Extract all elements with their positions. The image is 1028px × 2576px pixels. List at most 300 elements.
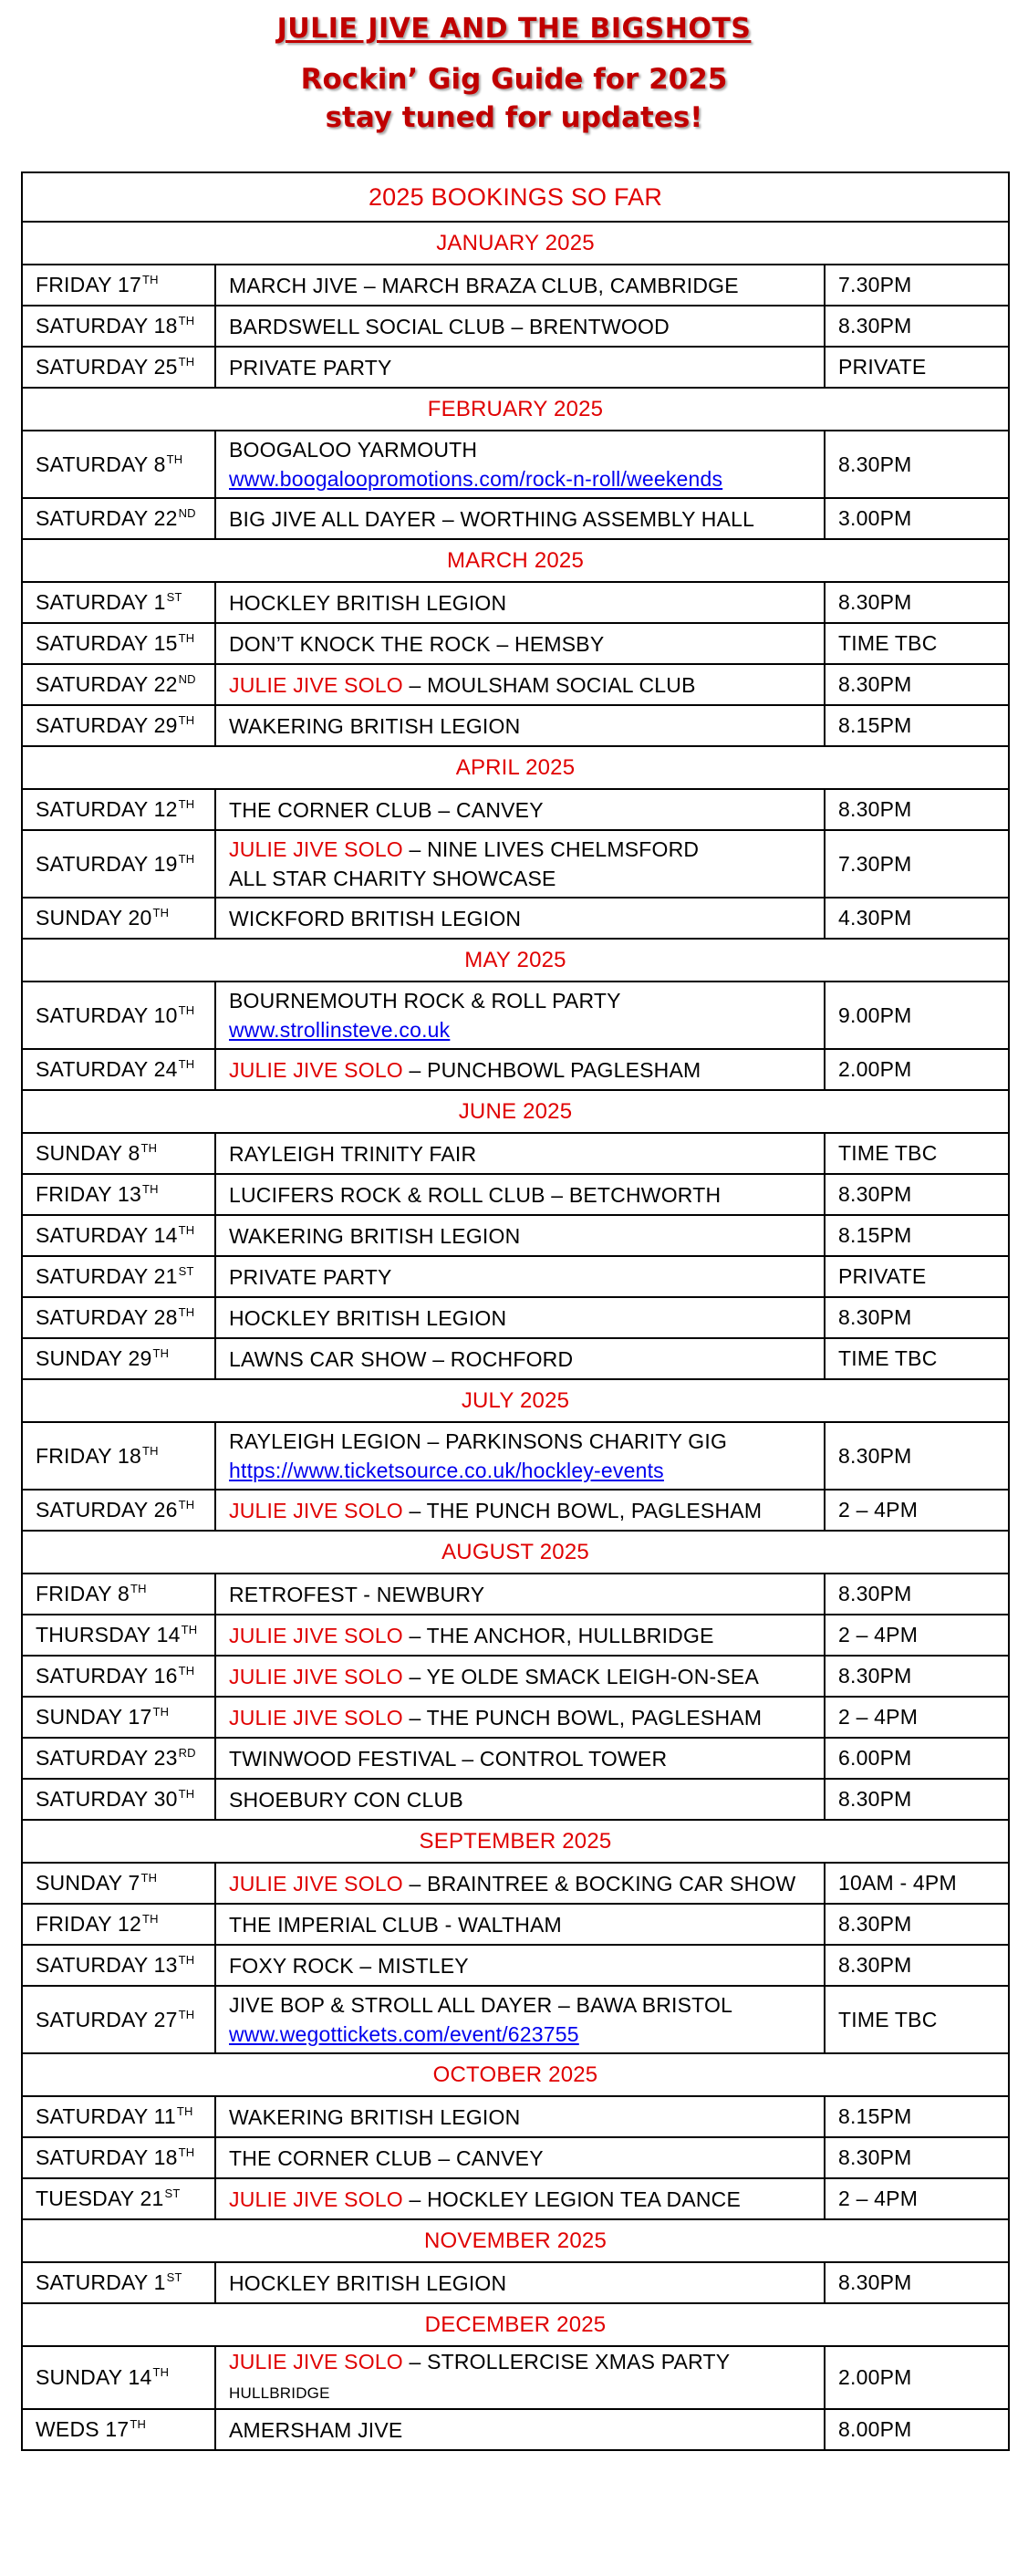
gig-day: SATURDAY 18 — [36, 2145, 178, 2169]
gig-date — [22, 1422, 215, 1490]
venue-name: – THE PUNCH BOWL, PAGLESHAM — [402, 1498, 763, 1522]
gig-row — [22, 306, 1009, 347]
gig-row — [22, 1863, 1009, 1904]
gig-day: SUNDAY 20 — [36, 906, 152, 930]
gig-day: FRIDAY 12 — [36, 1912, 141, 1936]
venue-name: PRIVATE PARTY — [229, 1264, 392, 1289]
gig-venue — [215, 1656, 825, 1697]
gig-venue — [215, 1490, 825, 1531]
gig-row — [22, 1779, 1009, 1820]
gig-time: 8.30PM — [825, 664, 1009, 705]
gig-day: SUNDAY 29 — [36, 1346, 152, 1370]
venue-name: – PUNCHBOWL PAGLESHAM — [402, 1057, 701, 1082]
gig-day: SUNDAY 7 — [36, 1871, 140, 1895]
gig-venue — [215, 306, 825, 347]
gig-day-suffix: TH — [178, 631, 195, 645]
gig-time: 2 – 4PM — [825, 1697, 1009, 1738]
gig-table — [21, 171, 1010, 2451]
gig-day: SATURDAY 11 — [36, 2104, 176, 2128]
gig-date — [22, 1904, 215, 1945]
gig-venue — [215, 2137, 825, 2178]
gig-row — [22, 2262, 1009, 2303]
gig-time: PRIVATE — [825, 1256, 1009, 1297]
gig-row — [22, 1297, 1009, 1338]
gig-link[interactable]: www.strollinsteve.co.uk — [229, 1018, 451, 1042]
month-header: SEPTEMBER 2025 — [22, 1820, 1009, 1863]
month-header: APRIL 2025 — [22, 746, 1009, 789]
gig-date — [22, 2178, 215, 2219]
venue-name: DON’T KNOCK THE ROCK – HEMSBY — [229, 631, 605, 656]
gig-day: SATURDAY 18 — [36, 314, 178, 338]
gig-date — [22, 1297, 215, 1338]
gig-day-suffix: TH — [140, 1871, 158, 1885]
gig-time: 8.30PM — [825, 306, 1009, 347]
gig-row — [22, 2409, 1009, 2450]
gig-venue — [215, 431, 825, 498]
gig-day-suffix: TH — [178, 797, 195, 811]
page-subtitle — [0, 60, 1028, 137]
subtitle-line-1: Rockin’ Gig Guide for 2025 — [300, 63, 728, 96]
gig-venue-line — [229, 1496, 811, 1525]
gig-venue-line — [229, 1221, 811, 1251]
gig-venue — [215, 623, 825, 664]
gig-venue-line — [229, 1621, 811, 1650]
venue-name: HOCKLEY BRITISH LEGION — [229, 1305, 507, 1330]
gig-day-suffix: TH — [166, 452, 183, 466]
gig-time: 8.30PM — [825, 1779, 1009, 1820]
gig-day: SATURDAY 29 — [36, 713, 178, 737]
gig-venue — [215, 1697, 825, 1738]
solo-label: JULIE JIVE SOLO — [229, 837, 403, 861]
venue-name: – NINE LIVES CHELMSFORD — [402, 837, 700, 861]
month-header-row — [22, 2303, 1009, 2346]
gig-venue — [215, 982, 825, 1049]
gig-venue-line — [229, 2103, 811, 2132]
gig-day: FRIDAY 17 — [36, 273, 141, 296]
gig-venue-line — [229, 795, 811, 825]
gig-venue-line — [229, 1304, 811, 1333]
month-header-row — [22, 2219, 1009, 2262]
gig-venue — [215, 1863, 825, 1904]
gig-day-suffix: TH — [140, 1141, 158, 1155]
gig-day: SATURDAY 14 — [36, 1223, 178, 1247]
gig-venue — [215, 664, 825, 705]
gig-day: SATURDAY 12 — [36, 797, 178, 821]
gig-day: SUNDAY 8 — [36, 1141, 140, 1165]
gig-day: SATURDAY 16 — [36, 1664, 178, 1688]
gig-row — [22, 623, 1009, 664]
gig-day-suffix: TH — [178, 1953, 195, 1967]
gig-day-suffix: TH — [178, 355, 195, 369]
venue-name: – THE ANCHOR, HULLBRIDGE — [402, 1623, 714, 1647]
venue-name: MARCH JIVE – MARCH BRAZA CLUB, CAMBRIDGE — [229, 273, 739, 297]
gig-day: SATURDAY 8 — [36, 452, 166, 476]
gig-venue-line — [229, 271, 811, 300]
gig-time: 2.00PM — [825, 1049, 1009, 1090]
gig-venue — [215, 2346, 825, 2409]
solo-label: JULIE JIVE SOLO — [229, 1664, 403, 1688]
gig-venue — [215, 1574, 825, 1615]
gig-day-suffix: TH — [178, 1664, 195, 1678]
gig-row — [22, 1697, 1009, 1738]
gig-venue-line — [229, 2347, 811, 2408]
venue-name: WICKFORD BRITISH LEGION — [229, 906, 522, 930]
gig-date — [22, 1863, 215, 1904]
gig-venue — [215, 2262, 825, 2303]
solo-label: JULIE JIVE SOLO — [229, 2350, 403, 2373]
gig-venue — [215, 1738, 825, 1779]
gig-link[interactable]: https://www.ticketsource.co.uk/hockley-events — [229, 1459, 664, 1482]
gig-day-suffix: TH — [142, 273, 159, 286]
venue-name: – MOULSHAM SOCIAL CLUB — [402, 672, 696, 697]
venue-name: RETROFEST - NEWBURY — [229, 1582, 485, 1606]
gig-date — [22, 2346, 215, 2409]
gig-venue — [215, 1615, 825, 1656]
solo-label: JULIE JIVE SOLO — [229, 1871, 403, 1896]
venue-name: TWINWOOD FESTIVAL – CONTROL TOWER — [229, 1746, 668, 1771]
solo-label: JULIE JIVE SOLO — [229, 672, 403, 697]
gig-venue — [215, 1049, 825, 1090]
venue-name: SHOEBURY CON CLUB — [229, 1787, 463, 1812]
gig-day-suffix: TH — [178, 1057, 195, 1071]
gig-day: SATURDAY 30 — [36, 1787, 178, 1811]
venue-name: BOOGALOO YARMOUTH — [229, 438, 478, 462]
gig-row — [22, 498, 1009, 539]
gig-venue-line — [229, 2185, 811, 2214]
gig-time: 8.30PM — [825, 1574, 1009, 1615]
gig-row — [22, 1256, 1009, 1297]
gig-venue — [215, 789, 825, 830]
table-banner: 2025 BOOKINGS SO FAR — [22, 172, 1009, 222]
gig-time: 8.30PM — [825, 1656, 1009, 1697]
gig-date — [22, 2137, 215, 2178]
gig-date — [22, 1945, 215, 1986]
gig-time: 2 – 4PM — [825, 1490, 1009, 1531]
gig-venue — [215, 347, 825, 388]
page-title: JULIE JIVE AND THE BIGSHOTS — [276, 13, 752, 45]
gig-day: WEDS 17 — [36, 2417, 130, 2441]
venue-name: HOCKLEY BRITISH LEGION — [229, 590, 507, 615]
gig-date — [22, 1615, 215, 1656]
gig-row — [22, 898, 1009, 939]
venue-name: BOURNEMOUTH ROCK & ROLL PARTY — [229, 989, 621, 1013]
gig-row — [22, 582, 1009, 623]
gig-time: 8.30PM — [825, 1297, 1009, 1338]
gig-time: TIME TBC — [825, 1133, 1009, 1174]
gig-time: 8.30PM — [825, 2137, 1009, 2178]
gig-time: 10AM - 4PM — [825, 1863, 1009, 1904]
gig-day: THURSDAY 14 — [36, 1623, 181, 1646]
gig-date — [22, 265, 215, 306]
solo-label: JULIE JIVE SOLO — [229, 1498, 403, 1522]
venue-name: BIG JIVE ALL DAYER – WORTHING ASSEMBLY HALL — [229, 506, 755, 531]
gig-time: 8.15PM — [825, 705, 1009, 746]
gig-day-suffix: TH — [178, 314, 195, 327]
gig-day: SATURDAY 23 — [36, 1746, 178, 1770]
gig-venue-line — [229, 712, 811, 741]
gig-venue — [215, 1945, 825, 1986]
gig-date — [22, 1490, 215, 1531]
gig-venue — [215, 1422, 825, 1490]
month-header-row — [22, 222, 1009, 265]
gig-time: TIME TBC — [825, 1338, 1009, 1379]
gig-date — [22, 347, 215, 388]
gig-link[interactable]: www.boogaloopromotions.com/rock-n-roll/weekends — [229, 467, 723, 491]
gig-date — [22, 1986, 215, 2053]
month-header: JUNE 2025 — [22, 1090, 1009, 1133]
gig-date — [22, 898, 215, 939]
month-header: AUGUST 2025 — [22, 1531, 1009, 1574]
gig-time: 2.00PM — [825, 2346, 1009, 2409]
gig-time: 8.30PM — [825, 2262, 1009, 2303]
venue-name: – HOCKLEY LEGION TEA DANCE — [402, 2186, 742, 2211]
venue-name: WAKERING BRITISH LEGION — [229, 713, 521, 738]
gig-day: SATURDAY 15 — [36, 631, 178, 655]
gig-day: SATURDAY 1 — [36, 590, 166, 614]
solo-label: JULIE JIVE SOLO — [229, 1057, 403, 1082]
gig-venue-line — [229, 1180, 811, 1210]
gig-venue — [215, 1256, 825, 1297]
gig-row — [22, 1945, 1009, 1986]
venue-name: HOCKLEY BRITISH LEGION — [229, 2270, 507, 2295]
gig-row — [22, 1215, 1009, 1256]
gig-date — [22, 498, 215, 539]
gig-date — [22, 1256, 215, 1297]
gig-day-suffix: TH — [152, 1346, 170, 1360]
gig-venue — [215, 1133, 825, 1174]
gig-venue — [215, 498, 825, 539]
gig-time: 2 – 4PM — [825, 1615, 1009, 1656]
solo-label: JULIE JIVE SOLO — [229, 1623, 403, 1647]
gig-day: SATURDAY 28 — [36, 1305, 178, 1329]
gig-venue-line — [229, 1990, 811, 2020]
gig-venue — [215, 1174, 825, 1215]
venue-name: – STROLLERCISE XMAS PARTY — [402, 2350, 730, 2373]
gig-day: FRIDAY 8 — [36, 1582, 130, 1605]
gig-row — [22, 1904, 1009, 1945]
gig-day-suffix: TH — [178, 1305, 195, 1319]
gig-row — [22, 1049, 1009, 1090]
gig-date — [22, 1049, 215, 1090]
gig-venue — [215, 898, 825, 939]
gig-day: SATURDAY 13 — [36, 1953, 178, 1977]
gig-day: SATURDAY 22 — [36, 506, 178, 530]
gig-venue-line — [229, 588, 811, 618]
gig-day-suffix: TH — [142, 1182, 159, 1196]
venue-name: THE IMPERIAL CLUB - WALTHAM — [229, 1912, 562, 1937]
gig-day-suffix: TH — [178, 2007, 195, 2021]
month-header: DECEMBER 2025 — [22, 2303, 1009, 2346]
month-header: JULY 2025 — [22, 1379, 1009, 1422]
gig-date — [22, 1738, 215, 1779]
gig-time: 4.30PM — [825, 898, 1009, 939]
month-header-row — [22, 939, 1009, 982]
subtitle-line-2: stay tuned for updates! — [325, 101, 703, 134]
gig-date — [22, 982, 215, 1049]
month-header-row — [22, 1090, 1009, 1133]
gig-date — [22, 1656, 215, 1697]
gig-row — [22, 830, 1009, 898]
gig-day-suffix: ST — [164, 2186, 181, 2200]
gig-venue-line — [229, 986, 811, 1015]
month-header-row — [22, 388, 1009, 431]
gig-venue-line — [229, 2144, 811, 2173]
gig-date — [22, 705, 215, 746]
gig-day-suffix: TH — [130, 2417, 147, 2431]
venue-name: FOXY ROCK – MISTLEY — [229, 1953, 469, 1978]
gig-venue-line — [229, 435, 811, 464]
gig-day: TUESDAY 21 — [36, 2186, 164, 2210]
gig-venue-line — [229, 1055, 811, 1085]
gig-date — [22, 1697, 215, 1738]
gig-date — [22, 1133, 215, 1174]
gig-venue-line — [229, 1139, 811, 1169]
gig-venue-line — [229, 1785, 811, 1814]
gig-time: 8.30PM — [825, 1422, 1009, 1490]
venue-name: – BRAINTREE & BOCKING CAR SHOW — [402, 1871, 796, 1896]
gig-time: 8.30PM — [825, 789, 1009, 830]
month-header: NOVEMBER 2025 — [22, 2219, 1009, 2262]
gig-row — [22, 982, 1009, 1049]
gig-venue-line — [229, 1951, 811, 1980]
gig-venue-line — [229, 1910, 811, 1939]
gig-time: TIME TBC — [825, 623, 1009, 664]
venue-name: WAKERING BRITISH LEGION — [229, 1223, 521, 1248]
gig-venue-line — [229, 1345, 811, 1374]
gig-row — [22, 1133, 1009, 1174]
gig-row — [22, 1615, 1009, 1656]
month-header-row — [22, 1531, 1009, 1574]
gig-day-suffix: TH — [178, 1002, 195, 1017]
gig-date — [22, 1215, 215, 1256]
gig-day-suffix: TH — [176, 2104, 193, 2118]
gig-day: SATURDAY 21 — [36, 1264, 178, 1288]
gig-row — [22, 347, 1009, 388]
gig-day-suffix: TH — [152, 1705, 170, 1719]
gig-time: 7.30PM — [825, 265, 1009, 306]
gig-time: TIME TBC — [825, 1986, 1009, 2053]
gig-date — [22, 431, 215, 498]
month-header-row — [22, 2053, 1009, 2096]
gig-venue — [215, 1904, 825, 1945]
gig-venue — [215, 1215, 825, 1256]
gig-venue-line — [229, 904, 811, 933]
gig-time: 8.15PM — [825, 2096, 1009, 2137]
gig-venue-line — [229, 504, 811, 534]
month-header-row — [22, 1820, 1009, 1863]
gig-day-suffix: TH — [178, 713, 195, 727]
gig-time: 8.15PM — [825, 1215, 1009, 1256]
gig-time: 6.00PM — [825, 1738, 1009, 1779]
gig-day-suffix: TH — [130, 1582, 147, 1595]
gig-time: 7.30PM — [825, 830, 1009, 898]
gig-time: 8.00PM — [825, 2409, 1009, 2450]
gig-date — [22, 1174, 215, 1215]
gig-time: 8.30PM — [825, 1904, 1009, 1945]
gig-day: SATURDAY 1 — [36, 2270, 166, 2294]
gig-time: 8.30PM — [825, 582, 1009, 623]
gig-venue — [215, 1779, 825, 1820]
gig-date — [22, 2409, 215, 2450]
gig-row — [22, 2178, 1009, 2219]
venue-name: WAKERING BRITISH LEGION — [229, 2104, 521, 2129]
gig-day-suffix: TH — [152, 2365, 170, 2379]
venue-name: – THE PUNCH BOWL, PAGLESHAM — [402, 1705, 763, 1729]
gig-venue-line — [229, 1744, 811, 1773]
gig-venue — [215, 2409, 825, 2450]
gig-day-suffix: ND — [178, 672, 196, 686]
gig-day: SATURDAY 26 — [36, 1498, 178, 1522]
gig-time: 8.30PM — [825, 1174, 1009, 1215]
gig-date — [22, 306, 215, 347]
gig-venue — [215, 2178, 825, 2219]
solo-label: JULIE JIVE SOLO — [229, 2186, 403, 2211]
venue-name: LAWNS CAR SHOW – ROCHFORD — [229, 1346, 574, 1371]
gig-row — [22, 1738, 1009, 1779]
gig-venue-line — [229, 835, 811, 864]
gig-venue — [215, 2096, 825, 2137]
month-header: OCTOBER 2025 — [22, 2053, 1009, 2096]
venue-subtitle: ALL STAR CHARITY SHOWCASE — [229, 867, 556, 890]
gig-day-suffix: ND — [178, 506, 196, 520]
gig-time: 3.00PM — [825, 498, 1009, 539]
gig-link[interactable]: www.wegottickets.com/event/623755 — [229, 2022, 579, 2046]
gig-day-suffix: TH — [178, 1223, 195, 1237]
month-header: MARCH 2025 — [22, 539, 1009, 582]
gig-day-suffix: TH — [178, 851, 195, 866]
gig-day-suffix: RD — [178, 1746, 196, 1760]
gig-row — [22, 265, 1009, 306]
month-header: JANUARY 2025 — [22, 222, 1009, 265]
gig-day: SATURDAY 24 — [36, 1057, 178, 1081]
gig-venue-line — [229, 312, 811, 341]
venue-name: RAYLEIGH LEGION – PARKINSONS CHARITY GIG — [229, 1429, 728, 1453]
gig-venue-line — [229, 670, 811, 700]
month-header-row — [22, 1379, 1009, 1422]
venue-name: THE CORNER CLUB – CANVEY — [229, 2145, 544, 2170]
gig-day: SUNDAY 14 — [36, 2365, 152, 2389]
venue-name: RAYLEIGH TRINITY FAIR — [229, 1141, 477, 1166]
gig-venue-line — [229, 1262, 811, 1292]
gig-day: SUNDAY 17 — [36, 1705, 152, 1729]
month-header: MAY 2025 — [22, 939, 1009, 982]
gig-date — [22, 1779, 215, 1820]
gig-venue-line — [229, 353, 811, 382]
gig-venue-line — [229, 1703, 811, 1732]
venue-location: HULLBRIDGE — [229, 2384, 330, 2402]
gig-row — [22, 1490, 1009, 1531]
gig-day-suffix: TH — [142, 1912, 159, 1926]
venue-name: THE CORNER CLUB – CANVEY — [229, 797, 544, 822]
gig-venue — [215, 582, 825, 623]
gig-day-suffix: ST — [166, 2270, 182, 2284]
gig-day: SATURDAY 10 — [36, 1002, 178, 1027]
gig-day: SATURDAY 27 — [36, 2007, 178, 2031]
gig-time: 9.00PM — [825, 982, 1009, 1049]
gig-date — [22, 1338, 215, 1379]
gig-venue-line — [229, 629, 811, 659]
gig-row — [22, 1986, 1009, 2053]
gig-venue — [215, 1297, 825, 1338]
gig-venue-line — [229, 1662, 811, 1691]
gig-row — [22, 2137, 1009, 2178]
gig-venue — [215, 705, 825, 746]
gig-venue — [215, 1338, 825, 1379]
gig-day: SATURDAY 19 — [36, 851, 178, 876]
gig-day: SATURDAY 22 — [36, 672, 178, 696]
gig-date — [22, 789, 215, 830]
gig-day-suffix: TH — [178, 2145, 195, 2159]
